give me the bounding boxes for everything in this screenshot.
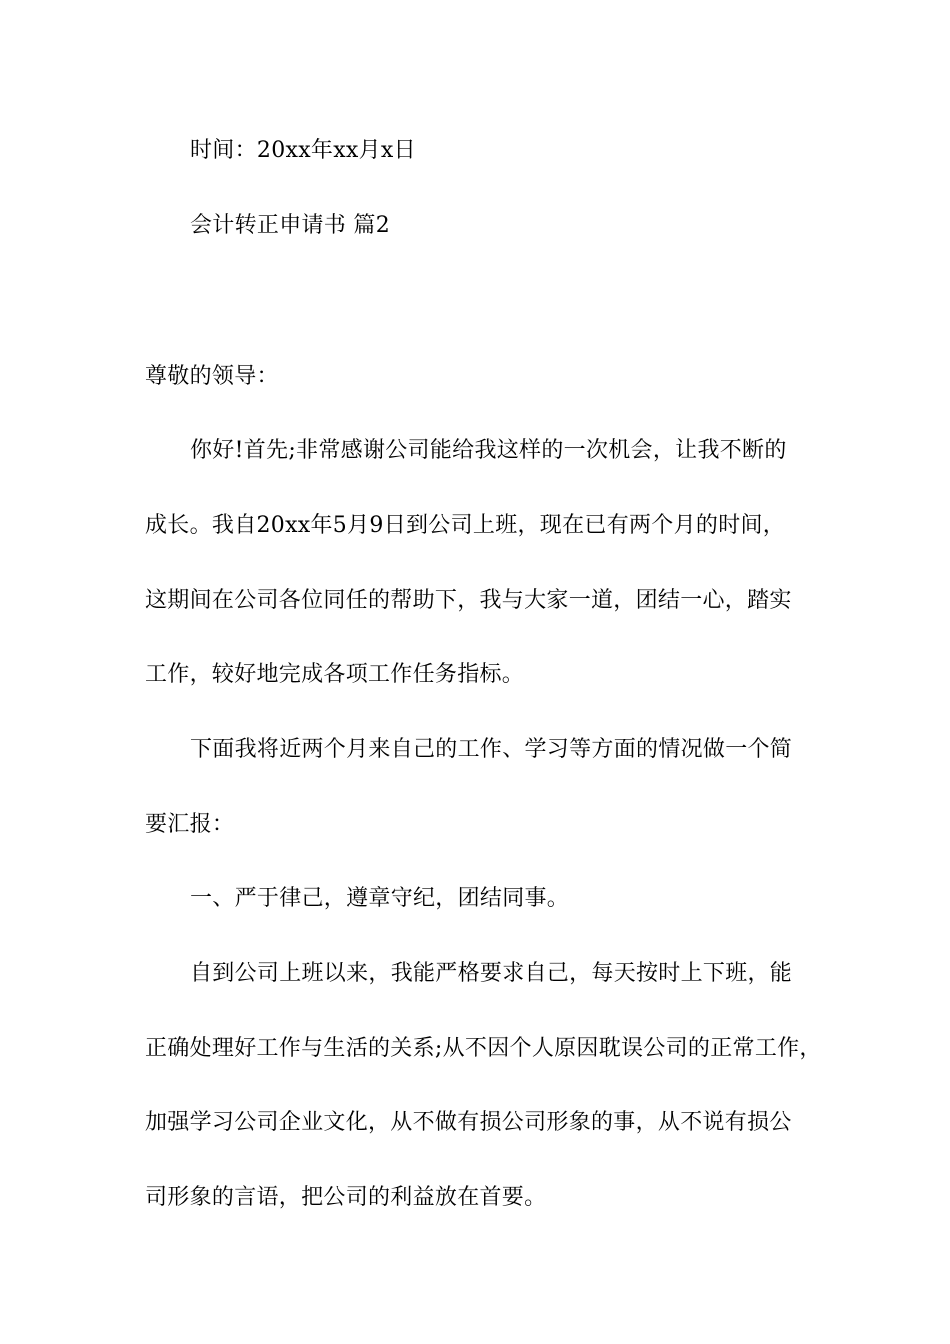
paragraph-line: 成长。我自20xx年5月9日到公司上班，现在已有两个月的时间， <box>145 513 786 538</box>
section-heading: 一、严于律己，遵章守纪，团结同事。 <box>190 886 570 911</box>
paragraph-line: 要汇报： <box>145 812 235 837</box>
salutation: 尊敬的领导： <box>145 364 279 389</box>
paragraph-line: 司形象的言语，把公司的利益放在首要。 <box>145 1185 547 1210</box>
paragraph-line: 这期间在公司各位同任的帮助下，我与大家一道，团结一心，踏实 <box>145 588 792 613</box>
paragraph-line: 正确处理好工作与生活的关系;从不因个人原因耽误公司的正常工作， <box>145 1036 822 1061</box>
section-title: 会计转正申请书 篇2 <box>190 213 390 238</box>
paragraph-line: 下面我将近两个月来自己的工作、学习等方面的情况做一个简 <box>190 737 793 762</box>
paragraph-line: 你好!首先;非常感谢公司能给我这样的一次机会，让我不断的 <box>190 438 787 463</box>
paragraph-line: 自到公司上班以来，我能严格要求自己，每天按时上下班，能 <box>190 961 793 986</box>
date-line: 时间：20xx年xx月x日 <box>190 138 416 163</box>
paragraph-line: 工作，较好地完成各项工作任务指标。 <box>145 662 525 687</box>
paragraph-line: 加强学习公司企业文化，从不做有损公司形象的事，从不说有损公 <box>145 1110 792 1135</box>
